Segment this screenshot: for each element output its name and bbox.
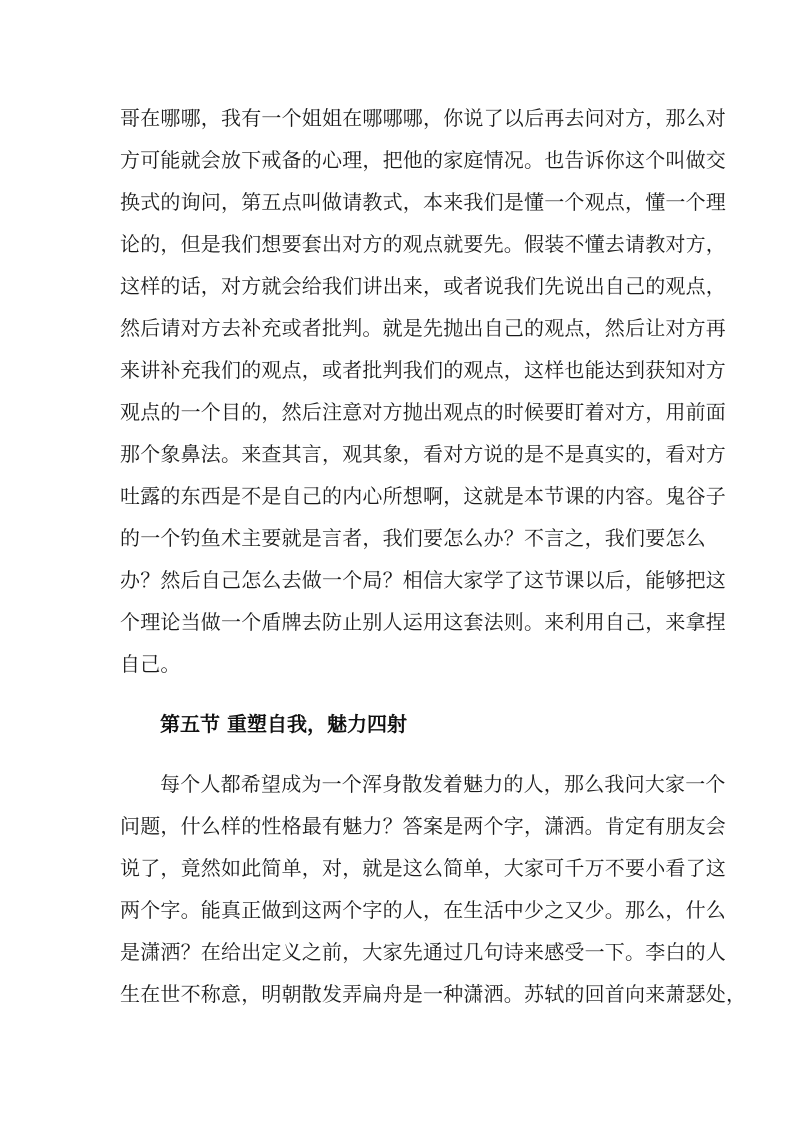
text-line: 生在世不称意，明朝散发弄扁舟是一种潇洒。苏轼的回首向来萧瑟处， <box>120 982 747 1006</box>
text-line: 来讲补充我们的观点，或者批判我们的观点，这样也能达到获知对方 <box>120 358 726 382</box>
text-line: 方可能就会放下戒备的心理，把他的家庭情况。也告诉你这个叫做交 <box>120 148 726 172</box>
text-line: 问题，什么样的性格最有魅力？答案是两个字，潇洒。肯定有朋友会 <box>120 814 726 838</box>
text-line: 这样的话，对方就会给我们讲出来，或者说我们先说出自己的观点， <box>120 274 726 298</box>
text-line: 哥在哪哪，我有一个姐姐在哪哪哪，你说了以后再去问对方，那么对 <box>120 106 726 130</box>
section-heading: 第五节 重塑自我，魅力四射 <box>160 712 407 736</box>
text-line: 换式的询问，第五点叫做请教式，本来我们是懂一个观点，懂一个理 <box>120 190 726 214</box>
text-line: 每个人都希望成为一个浑身散发着魅力的人，那么我问大家一个 <box>160 772 726 796</box>
text-line: 的一个钓鱼术主要就是言者，我们要怎么办？不言之，我们要怎么 <box>120 526 706 550</box>
text-line: 两个字。能真正做到这两个字的人，在生活中少之又少。那么，什么 <box>120 898 726 922</box>
text-line: 个理论当做一个盾牌去防止别人运用这套法则。来利用自己，来拿捏 <box>120 610 726 634</box>
text-line: 观点的一个目的，然后注意对方抛出观点的时候要盯着对方，用前面 <box>120 400 726 424</box>
text-line: 论的，但是我们想要套出对方的观点就要先。假装不懂去请教对方， <box>120 232 726 256</box>
text-line: 那个象鼻法。来查其言，观其象，看对方说的是不是真实的，看对方 <box>120 442 726 466</box>
text-line: 然后请对方去补充或者批判。就是先抛出自己的观点，然后让对方再 <box>120 316 726 340</box>
text-line: 是潇洒？在给出定义之前，大家先通过几句诗来感受一下。李白的人 <box>120 940 726 964</box>
text-line: 自己。 <box>120 652 181 676</box>
text-line: 吐露的东西是不是自己的内心所想啊，这就是本节课的内容。鬼谷子 <box>120 484 726 508</box>
text-line: 办？然后自己怎么去做一个局？相信大家学了这节课以后，能够把这 <box>120 568 726 592</box>
text-line: 说了，竟然如此简单，对，就是这么简单，大家可千万不要小看了这 <box>120 856 726 880</box>
